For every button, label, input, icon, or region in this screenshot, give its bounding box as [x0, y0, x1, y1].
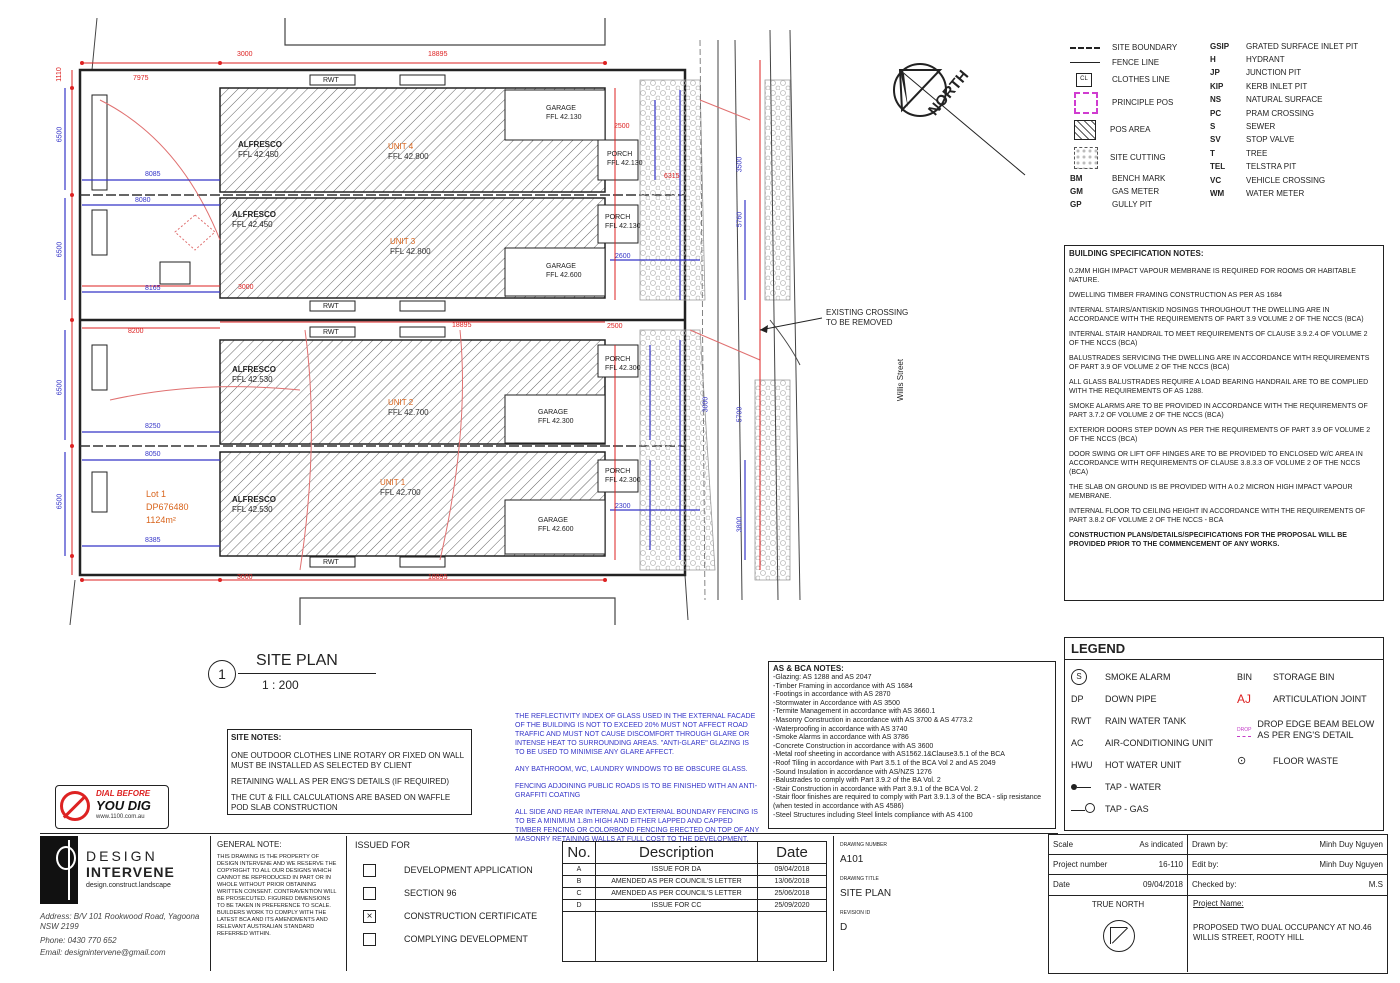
general-note-title: GENERAL NOTE: — [217, 840, 282, 849]
legend-code: NS NATURAL SURFACE — [1210, 95, 1323, 105]
spec-note: ALL GLASS BALUSTRADES REQUIRE A LOAD BEARING HANDRAIL ARE TO BE COMPLIED WITH THE REQUIREMENTS OF AS 1288. — [1069, 379, 1369, 395]
bca-note: -Roof Tiling in accordance with Part 3.5.1 of the BCA Vol 2 and AS 2049 — [773, 759, 996, 767]
legend-tap-water: TAP - WATER — [1071, 776, 1246, 798]
drop-edge-icon: DROP — [1237, 725, 1251, 737]
issued-for — [346, 836, 558, 971]
spec-note: DOOR SWING OR LIFT OFF HINGES ARE TO BE PROVIDED TO ENCLOSED W/C AREA IN ACCORDANCE WITH REQUIREMENTS OF CLAUSE 3.8.3.3 OF VOLUME 2 OF THE NCCS (BCA) — [1069, 451, 1363, 476]
unit4-porch-label: PORCH FFL 42.130 — [607, 151, 643, 167]
dim-label: 2300 — [615, 503, 631, 510]
tap-gas-icon — [1085, 803, 1095, 813]
legend-site-cutting: SITE CUTTING — [1070, 144, 1235, 172]
legend-code: TEL TELSTRA PIT — [1210, 162, 1297, 172]
legend-gully-pit: GP GULLY PIT — [1070, 199, 1153, 209]
blue-note: FENCING ADJOINING PUBLIC ROADS IS TO BE FINISHED WITH AN ANTI-GRAFFITI COATING — [515, 783, 758, 799]
dim-label: 8385 — [145, 537, 161, 544]
bca-note: -Steel Structures including Steel lintels compliance with AS 4100 — [773, 811, 973, 819]
dim-label: 6315 — [664, 173, 680, 180]
unit2-alfresco-label: ALFRESCO FFL 42.530 — [232, 365, 276, 384]
legend-smoke-alarm: S SMOKE ALARM — [1071, 666, 1246, 688]
company-name: DESIGN — [86, 848, 158, 864]
company-email: Email: designintervene@gmail.com — [40, 948, 166, 957]
bca-note: -Stormwater in Accordance with AS 3500 — [773, 699, 900, 707]
rwt-label: RWT — [323, 329, 339, 336]
bca-note: -Sound Insulation in accordance with AS/NZS 1276 — [773, 768, 932, 776]
street-label: Willis Street — [896, 358, 906, 402]
legend-rain-water-tank: RWT RAIN WATER TANK — [1071, 715, 1187, 726]
dim-label: 3000 — [237, 574, 253, 581]
dim-label: 8200 — [128, 328, 144, 335]
company-tagline: design.construct.landscape — [86, 882, 171, 889]
drawing-number: A101 — [840, 854, 864, 865]
dim-label: 6500 — [56, 379, 64, 396]
dim-label: 2600 — [615, 253, 631, 260]
bca-note: -Footings in accordance with AS 2870 — [773, 691, 891, 699]
legend-storage-bin: BIN STORAGE BIN — [1237, 671, 1335, 682]
revisions-header: Description — [596, 842, 758, 864]
bca-note: -Stair floor finishes are required to comply with Part 3.9.1.3 of the BCA - slip resistance (when tested in accordance with AS 4586) — [773, 794, 1042, 810]
dim-label: 5700 — [736, 406, 744, 423]
north-label: NORTH — [925, 67, 973, 119]
issued-for-title: ISSUED FOR — [355, 840, 411, 850]
dim-label: 2500 — [614, 123, 630, 130]
legend-code: S SEWER — [1210, 122, 1276, 132]
site-note: ONE OUTDOOR CLOTHES LINE ROTARY OR FIXED ON WALL MUST BE INSTALLED AS SELECTED BY CLIENT — [231, 751, 464, 770]
spec-note: INTERNAL STAIR HANDRAIL TO MEET REQUIREMENTS OF CLAUSE 3.9.2.4 OF VOLUME 2 OF THE NCCS (BCA) — [1069, 331, 1368, 347]
legend-drop-edge: DROP DROP EDGE BEAM BELOW AS PER ENG'S DETAIL — [1237, 719, 1375, 740]
legend-fence-line: FENCE LINE — [1070, 55, 1235, 70]
legend-code: PC PRAM CROSSING — [1210, 108, 1315, 118]
view-title: SITE PLAN — [256, 652, 338, 669]
legend-code: VC VEHICLE CROSSING — [1210, 175, 1326, 185]
dim-label: 3000 — [237, 51, 253, 58]
spec-note: SMOKE ALARMS ARE TO BE PROVIDED IN ACCORDANCE WITH THE REQUIREMENTS OF PART 3.7.2 OF VOLUME 2 OF THE NCCS (BCA) — [1069, 403, 1368, 419]
legend-principle-pos: PRINCIPLE POS — [1070, 90, 1235, 116]
bca-note: -Termite Management in accordance with AS 3660.1 — [773, 708, 936, 716]
unit4-garage-label: GARAGE FFL 42.130 — [546, 105, 582, 121]
driveway-north — [640, 80, 705, 300]
dim-label: 18895 — [428, 51, 448, 58]
neighbour-outline-top — [285, 18, 605, 45]
unit3-porch-label: PORCH FFL 42.130 — [605, 214, 641, 230]
unit1-porch-label: PORCH FFL 42.300 — [605, 468, 641, 484]
no-dig-icon — [60, 791, 90, 821]
blue-design-notes — [515, 712, 760, 844]
dim-label: 8085 — [145, 171, 161, 178]
legend-clothes-line: CL CLOTHES LINE — [1070, 70, 1235, 90]
unit1-alfresco-label: ALFRESCO FFL 42.530 — [232, 495, 276, 514]
edit-by-row: Edit by: Minh Duy Nguyen — [1188, 855, 1387, 875]
site-boundary-icon — [1070, 47, 1100, 49]
legend-pos-area: POS AREA — [1070, 116, 1235, 144]
drawing-title-label: DRAWING TITLE — [840, 876, 879, 882]
dim-label: 8050 — [145, 451, 161, 458]
true-north-panel — [1049, 896, 1188, 972]
dim-label: 8250 — [145, 423, 161, 430]
revision-row: B AMENDED AS PER COUNCIL'S LETTER 13/06/2018 — [563, 876, 827, 888]
dim-label: 18895 — [428, 574, 448, 581]
building-unit-1 — [220, 452, 638, 556]
existing-crossing-note: EXISTING CROSSING TO BE REMOVED — [826, 308, 909, 327]
checkbox[interactable] — [363, 933, 376, 946]
building-unit-2 — [220, 340, 638, 444]
revision-id: D — [840, 922, 848, 933]
bca-note: -Masonry Construction in accordance with AS 3700 & AS 4773.2 — [773, 716, 973, 724]
articulation-joint-icon: AJ — [1237, 691, 1252, 706]
drawing-info — [833, 836, 1048, 971]
legend-tap-gas: TAP - GAS — [1071, 798, 1246, 820]
neighbour-outline-bottom — [300, 598, 615, 625]
site-notes — [227, 729, 472, 815]
revision-row: D ISSUE FOR CC 25/09/2020 — [563, 900, 827, 912]
lot-label: Lot 1 DP676480 1124m² — [146, 489, 189, 525]
unit3-garage-label: GARAGE FFL 42.600 — [546, 263, 582, 279]
spec-note: DWELLING TIMBER FRAMING CONSTRUCTION AS PER AS 1684 — [1069, 292, 1283, 299]
bca-note: -Smoke Alarms in accordance with AS 3786 — [773, 734, 909, 742]
view-number: 1 — [208, 660, 236, 688]
revision-id-label: REVISION ID — [840, 910, 871, 916]
spec-note: INTERNAL STAIRS/ANTISKID NOSINGS THROUGHOUT THE DWELLING ARE IN ACCORDANCE WITH THE REQUIREMENTS OF PART 3.9 VOLUME 2 OF THE NCCS (BCA) — [1069, 307, 1364, 323]
dim-label: 3000 — [238, 284, 254, 291]
dim-label: 3500 — [736, 156, 744, 173]
issued-for-option[interactable]: DEVELOPMENT APPLICATION — [355, 859, 550, 882]
legend-site-boundary: SITE BOUNDARY — [1070, 40, 1235, 55]
date-row: Date 09/04/2018 — [1053, 879, 1183, 889]
legend-down-pipe: DP DOWN PIPE — [1071, 693, 1157, 704]
checked-by-row: Checked by: M.S — [1192, 879, 1383, 889]
spec-final-note: CONSTRUCTION PLANS/DETAILS/SPECIFICATIONS FOR THE PROPOSAL WILL BE PROVIDED PRIOR TO THE COMMENCEMENT OF ANY WORKS. — [1069, 532, 1347, 548]
project-number-row: Project number 16-110 — [1049, 855, 1187, 875]
bca-note: -Stair Construction in accordance with Part 3.9.1 of the BCA Vol. 2 — [773, 785, 979, 793]
bca-note: -Glazing: AS 1288 and AS 2047 — [773, 674, 872, 681]
abbreviation-legend — [1070, 40, 1390, 230]
checkbox[interactable] — [363, 864, 376, 877]
company-name: INTERVENE — [86, 864, 175, 880]
dim-label: 6500 — [56, 493, 64, 510]
revisions-header: Date — [758, 842, 827, 864]
blue-note: ANY BATHROOM, WC, LAUNDRY WINDOWS TO BE OBSCURE GLASS. — [515, 766, 748, 773]
company-phone: Phone: 0430 770 652 — [40, 936, 117, 945]
legend-code: KIP KERB INLET PIT — [1210, 81, 1308, 91]
unit2-garage-label: GARAGE FFL 42.300 — [538, 409, 574, 425]
company-logo — [40, 836, 78, 904]
legend-code: JP JUNCTION PIT — [1210, 68, 1302, 78]
bca-note: -Metal roof sheeting in accordance with AS1562.1&Clause3.5.1 of the BCA — [773, 751, 1005, 759]
legend-articulation-joint: AJ ARTICULATION JOINT — [1237, 691, 1367, 706]
dim-label: 6500 — [56, 241, 64, 258]
revisions-header: No. — [563, 842, 596, 864]
company-address: Address: B/V 101 Rookwood Road, Yagoona NSW 2199 — [40, 912, 200, 931]
spec-note: THE SLAB ON GROUND IS BE PROVIDED WITH A 0.2 MICRON HIGH IMPACT VAPOUR MEMBRANE. — [1069, 484, 1353, 500]
legend-floor-waste: ⊙ FLOOR WASTE — [1237, 754, 1339, 767]
spec-note: EXTERIOR DOORS STEP DOWN AS PER THE REQUIREMENTS OF PART 3.9 OF VOLUME 2 OF THE NCCS (BCA) — [1069, 427, 1371, 443]
unit2-label: UNIT 2 FFL 42.700 — [388, 398, 429, 417]
legend-code: H HYDRANT — [1210, 55, 1285, 65]
view-scale: 1 : 200 — [262, 678, 299, 692]
principle-pos-icon — [1074, 92, 1098, 114]
issued-for-option[interactable]: SECTION 96 — [355, 882, 550, 905]
unit3-label: UNIT 3 FFL 42.800 — [390, 237, 431, 256]
revision-row: C AMENDED AS PER COUNCIL'S LETTER 25/06/2018 — [563, 888, 827, 900]
building-spec-title: BUILDING SPECIFICATION NOTES: — [1069, 249, 1204, 258]
legend-box — [1064, 637, 1384, 831]
spec-note: 0.2MM HIGH IMPACT VAPOUR MEMBRANE IS REQUIRED FOR ROOMS OR HABITABLE NATURE. — [1069, 268, 1356, 284]
bca-note: -Timber Framing in accordance with AS 1684 — [773, 682, 913, 690]
legend-code: WM WATER METER — [1210, 188, 1305, 198]
rwt-label: RWT — [323, 559, 339, 566]
dim-label: 2500 — [607, 323, 623, 330]
legend-air-conditioning: AC AIR-CONDITIONING UNIT — [1071, 737, 1213, 748]
clothes-line-icon: CL — [1076, 73, 1092, 87]
rwt-label: RWT — [323, 77, 339, 84]
project-details — [1048, 834, 1388, 974]
blue-note: THE REFLECTIVITY INDEX OF GLASS USED IN THE EXTERNAL FACADE OF THE BUILDING IS NOT TO EXCEED 20% MUST NOT AFFECT ROAD TRAFFIC AND MUST NOT CAUSE DISCOMFORT THROUGH GLARE OR INTENSE HEAT TO SURROUNDING AREAS. "ANTI-GLARE" GLAZING IS TO BE USED TO MINIMISE ANY GLARE AFFECT. — [515, 713, 756, 756]
drawing-title: SITE PLAN — [840, 888, 892, 899]
revisions-table — [562, 841, 827, 962]
unit1-label: UNIT 1 FFL 42.700 — [380, 478, 421, 497]
site-note: RETAINING WALL AS PER ENG'S DETAILS (IF REQUIRED) — [231, 777, 450, 786]
floor-waste-icon: ⊙ — [1237, 754, 1247, 767]
dim-label: 7975 — [133, 75, 149, 82]
general-note — [210, 836, 345, 971]
revision-row: A ISSUE FOR DA 09/04/2018 — [563, 864, 827, 876]
project-name: PROPOSED TWO DUAL OCCUPANCY AT NO.46 WILLIS STREET, ROOTY HILL — [1193, 923, 1372, 942]
legend-code: T TREE — [1210, 148, 1268, 158]
rwt-label: RWT — [323, 303, 339, 310]
unit4-alfresco-label: ALFRESCO FFL 42.450 — [238, 140, 282, 159]
site-note: THE CUT & FILL CALCULATIONS ARE BASED ON WAFFLE POD SLAB CONSTRUCTION — [231, 793, 451, 812]
company-block — [40, 836, 205, 971]
blue-note: ALL SIDE AND REAR INTERNAL AND EXTERNAL BOUNDARY FENCING IS TO BE A MINIMUM 1.8m HIGH AND EITHER LAPPED AND CAPPED TIMBER FENCING OR COLORBOND FENCING ERECTED ON TOP OF ANY MASONRY RETAINING WALLS AT FULL COST TO THE DEVELOPMENT. — [515, 809, 760, 843]
bca-note: -Balustrades to comply with Part 3.9.2 of the BA Vol. 2 — [773, 777, 941, 785]
legend-hot-water-unit: HWU HOT WATER UNIT — [1071, 759, 1182, 770]
dim-label: 18895 — [452, 322, 472, 329]
issued-for-option[interactable]: COMPLYING DEVELOPMENT — [355, 928, 550, 951]
dim-label: 1110 — [55, 67, 63, 82]
true-north-label: TRUE NORTH — [1091, 900, 1145, 909]
spec-note: BALUSTRADES SERVICING THE DWELLING ARE IN ACCORDANCE WITH REQUIREMENTS OF PART 3.9 OF VOLUME 2 OF THE NCCS (BCA) — [1069, 355, 1370, 371]
as-bca-notes — [768, 661, 1056, 829]
checkbox-checked[interactable]: × — [363, 910, 376, 923]
issued-for-option[interactable]: × CONSTRUCTION CERTIFICATE — [355, 905, 550, 928]
project-name-label: Project Name: — [1193, 899, 1244, 908]
unit4-label: UNIT 4 FFL 42.800 — [388, 142, 429, 161]
dim-label: 3800 — [736, 516, 744, 533]
building-specification-notes — [1064, 245, 1384, 601]
pos-area-icon — [1074, 120, 1096, 140]
fence-line-icon — [1070, 62, 1100, 63]
checkbox[interactable] — [363, 887, 376, 900]
bca-note: -Concrete Construction in accordance with AS 3600 — [773, 742, 934, 750]
legend-bench-mark: BM BENCH MARK — [1070, 173, 1166, 183]
true-north-icon — [1103, 920, 1135, 952]
site-notes-title: SITE NOTES: — [231, 733, 282, 742]
bca-note: -Waterproofing in accordance with AS 3740 — [773, 725, 908, 733]
dim-label: 5760 — [736, 211, 744, 228]
legend-code: SV STOP VALVE — [1210, 135, 1295, 145]
dim-label: 8165 — [145, 285, 161, 292]
general-note-text: THIS DRAWING IS THE PROPERTY OF DESIGN INTERVENE AND WE RESERVE THE COPYRIGHT TO ALL OUR DESIGNS WHICH CANNOT BE REPRODUCED IN PART OR IN WHOLE WITHOUT PRIOR OBTAINING WRITTEN CONSENT. CONTRAVENTION WILL BE PROSECUTED. FIGURED DIMENSIONS TO BE TAKEN IN PREFERENCE TO SCALE. BUILDERS WORK TO COMPLY WITH THE LATEST BCA AND ITS AMENDMENTS AND RELEVANT AUSTRALIAN STANDARD REFERRED WITHIN. — [217, 854, 337, 937]
tap-water-icon — [1077, 787, 1091, 788]
smoke-alarm-icon: S — [1071, 669, 1087, 685]
bca-notes-title: AS & BCA NOTES: — [773, 664, 844, 673]
project-name-panel — [1193, 899, 1383, 943]
legend-code: GSIP GRATED SURFACE INLET PIT — [1210, 41, 1359, 51]
dim-label: 6500 — [56, 126, 64, 143]
drawing-number-label: DRAWING NUMBER — [840, 842, 888, 848]
unit3-alfresco-label: ALFRESCO FFL 42.450 — [232, 210, 276, 229]
unit2-porch-label: PORCH FFL 42.300 — [605, 356, 641, 372]
unit1-garage-label: GARAGE FFL 42.600 — [538, 517, 574, 533]
legend-title: LEGEND — [1065, 638, 1383, 660]
scale-row: Scale As indicated — [1049, 835, 1187, 855]
spec-note: INTERNAL FLOOR TO CEILING HEIGHT IN ACCORDANCE WITH THE REQUIREMENTS OF PART 3.8.2 OF VOLUME 2 OF THE NCCS - BCA — [1069, 508, 1365, 524]
drawn-by-row: Drawn by: Minh Duy Nguyen — [1188, 835, 1387, 855]
dial-before-you-dig-logo: DIAL BEFORE YOU DIG www.1100.com.au — [55, 785, 169, 829]
site-cutting-icon — [1074, 147, 1098, 169]
dim-label: 3000 — [702, 396, 710, 413]
legend-gas-meter: GM GAS METER — [1070, 186, 1160, 196]
dim-label: 8080 — [135, 197, 151, 204]
